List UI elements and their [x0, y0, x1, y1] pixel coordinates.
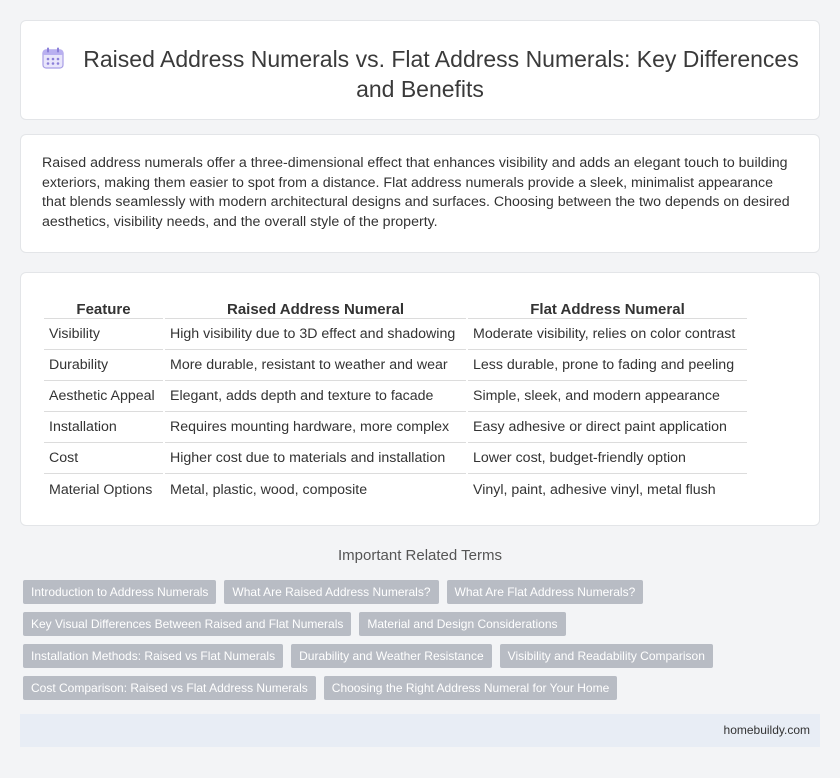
- related-term-tag[interactable]: What Are Raised Address Numerals?: [224, 580, 438, 604]
- intro-card: [20, 134, 820, 253]
- intro-paragraph: Raised address numerals offer a three-dimensional effect that enhances visibility and adds an elegant touch to building exteriors, making them easier to spot from a distance. Flat address numerals provide a sleek, minimalist appearance that blends seamlessly with modern architectural designs and surfaces. Choosing between the two depends on desired aesthetics, visibility needs, and the overall style of the property.: [42, 155, 790, 230]
- related-term-tag[interactable]: Durability and Weather Resistance: [291, 644, 492, 668]
- page-title: Raised Address Numerals vs. Flat Address Numerals: Key Differences and Benefits: [83, 46, 799, 102]
- related-terms-list: [23, 580, 813, 708]
- flat-cell: Lower cost, budget-friendly option: [468, 443, 747, 474]
- table-row: [44, 350, 747, 381]
- feature-cell: Aesthetic Appeal: [44, 381, 163, 412]
- related-term-tag[interactable]: Choosing the Right Address Numeral for Your Home: [324, 676, 617, 700]
- footer-site-link[interactable]: homebuildy.com: [723, 723, 810, 737]
- related-term-tag[interactable]: Introduction to Address Numerals: [23, 580, 216, 604]
- table-row: [44, 381, 747, 412]
- raised-cell: Requires mounting hardware, more complex: [165, 412, 466, 443]
- flat-cell: Easy adhesive or direct paint application: [468, 412, 747, 443]
- feature-cell: Cost: [44, 443, 163, 474]
- footer-bar: [20, 714, 820, 747]
- header-raised: Raised Address Numeral: [165, 295, 466, 319]
- page-title-block: [21, 44, 819, 104]
- feature-cell: Material Options: [49, 481, 153, 498]
- raised-cell: Elegant, adds depth and texture to facade: [165, 381, 466, 412]
- table-header-row: [44, 295, 747, 319]
- flat-cell: Vinyl, paint, adhesive vinyl, metal flush: [473, 481, 716, 498]
- related-term-tag[interactable]: What Are Flat Address Numerals?: [447, 580, 644, 604]
- calendar-icon: [41, 47, 65, 69]
- comparison-table: [42, 295, 749, 505]
- related-term-tag[interactable]: Key Visual Differences Between Raised and Flat Numerals: [23, 612, 351, 636]
- related-term-tag[interactable]: Visibility and Readability Comparison: [500, 644, 713, 668]
- related-term-tag[interactable]: Material and Design Considerations: [359, 612, 565, 636]
- related-term-tag[interactable]: Cost Comparison: Raised vs Flat Address Numerals: [23, 676, 316, 700]
- raised-cell: Higher cost due to materials and installation: [165, 443, 466, 474]
- feature-cell: Installation: [44, 412, 163, 443]
- flat-cell: Less durable, prone to fading and peeling: [468, 350, 747, 381]
- header-flat: Flat Address Numeral: [468, 295, 747, 319]
- flat-cell: Moderate visibility, relies on color contrast: [468, 319, 747, 350]
- feature-cell: Visibility: [44, 319, 163, 350]
- table-row: [44, 412, 747, 443]
- raised-cell: Metal, plastic, wood, composite: [170, 481, 368, 498]
- raised-cell: High visibility due to 3D effect and shadowing: [165, 319, 466, 350]
- related-term-tag[interactable]: Installation Methods: Raised vs Flat Numerals: [23, 644, 283, 668]
- related-terms-title: Important Related Terms: [338, 547, 502, 564]
- table-row: [44, 319, 747, 350]
- feature-cell: Durability: [44, 350, 163, 381]
- flat-cell: Simple, sleek, and modern appearance: [468, 381, 747, 412]
- table-row: [44, 474, 747, 505]
- header-feature: Feature: [44, 295, 163, 319]
- title-card: [20, 20, 820, 120]
- table-row: [44, 443, 747, 474]
- raised-cell: More durable, resistant to weather and wear: [165, 350, 466, 381]
- comparison-card: [20, 272, 820, 526]
